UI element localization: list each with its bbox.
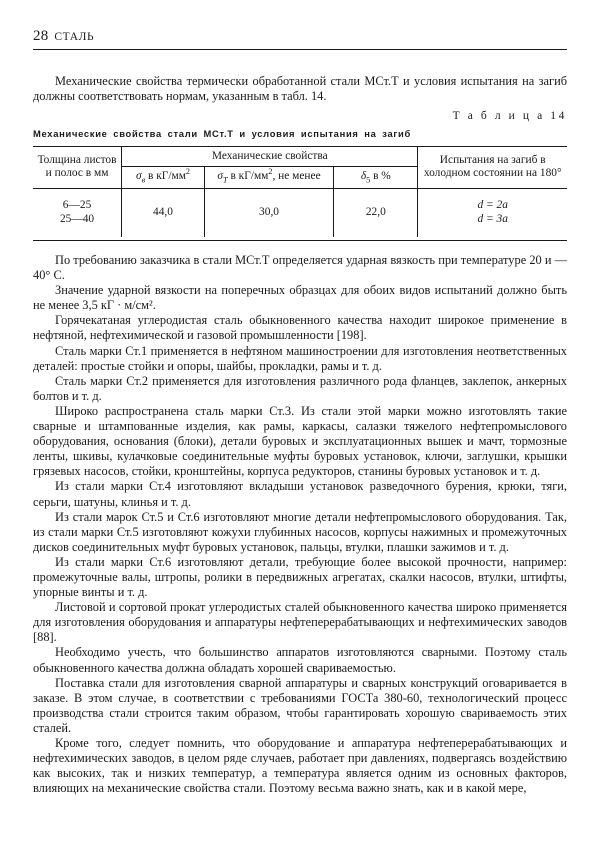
paragraph-12: Поставка стали для изготовления сварной аппаратуры и сварных конструкций оговаривается в заказе. В этом случае, в соответствии с требованиями ГОСТа 380-60, технологический процесс производства стали строится таким образом, чтобы гарантировать хорошую свариваемость этих сталей. [33,675,567,735]
paragraph-11: Необходимо учесть, что большинство аппаратов изготовляются сварными. Поэтому сталь обыкновенного качества должна обладать хорошей свариваемостью. [33,645,567,675]
page-number: 28 [33,28,49,44]
header-thickness: Толщина листов и полос в мм [33,147,122,189]
sigma-t-exponent: 2 [268,167,273,177]
cell-bend [418,188,567,237]
sigma-v-exponent: 2 [185,167,191,177]
cell-delta: 22,0 [334,188,418,237]
delta-subscript: 5 [366,175,371,185]
table-header-row-group [33,147,567,167]
intro-block [33,74,567,104]
header-delta [334,167,418,188]
running-head-title: СТАЛЬ [54,31,95,43]
table-caption: Механические свойства стали МСт.Т и условия испытания на загиб [33,128,411,139]
cell-sigma-v: 44,0 [122,188,205,237]
header-bend-test: Испытания на загиб в холодном состоянии на 180° [418,147,567,189]
bend-line-2: d = 3a [477,212,508,225]
thickness-line-2: 25—40 [59,212,95,225]
table-number-label: Т а б л и ц а 14 [452,110,567,122]
thickness-line-1: 6—25 [62,198,92,211]
cell-sigma-t: 30,0 [204,188,333,237]
sigma-t-symbol: σ [217,170,224,183]
paragraph-7: Из стали марки Ст.4 изготовляют вкладыши установок разведочного бурения, крюки, тяги, серьги, шатуны, клинья и т. д. [33,479,567,509]
bend-line-1: d = 2a [477,198,508,211]
paragraph-2: Значение ударной вязкости на поперечных образцах для обоих видов испытаний должно быть не менее 3,5 кГ · м/см². [33,283,567,313]
delta-unit: в % [373,170,391,183]
sigma-v-symbol: σ [135,170,142,183]
paragraph-4: Сталь марки Ст.1 применяется в нефтяном машиностроении для изготовления неответственных деталей: простые стойки и опоры, шайбы, прокладки, рамы и т. д. [33,343,567,373]
paragraph-1: По требованию заказчика в стали МСт.Т определяется ударная вязкость при температуре 20 и —40° С. [33,253,567,283]
running-head [33,28,567,50]
paragraph-3: Горячекатаная углеродистая сталь обыкновенного качества находит широкое применение в нефтяной, нефтехимической и газовой промышленности [198]. [33,313,567,343]
header-group-mechanical: Механические свойства [122,147,418,167]
header-sigma-v [122,167,205,188]
paragraph-9: Из стали марки Ст.6 изготовляют детали, требующие более высокой прочности, например: промежуточные валы, штропы, ролики в передвижных агрегатах, скалки насосов, втулки, штифты, упорные винты и т. д. [33,554,567,600]
paragraph-5: Сталь марки Ст.2 применяется для изготовления различного рода фланцев, заклепок, анкерных болтов и т. д. [33,373,567,403]
table-bottom-rule [33,240,567,241]
main-body-text [33,253,567,796]
sigma-t-unit: в кГ/мм [230,170,269,183]
sigma-t-subscript: T [223,175,228,185]
paragraph-8: Из стали марок Ст.5 и Ст.6 изготовляют многие детали нефтепромыслового оборудования. Так, из стали марки Ст.5 изготовляют кожухи глубинных насосов, корпусы нажимных и промежуточных дисков соединительных муфт буровых установок, пальцы, втулки, плашки зажимов и т. д. [33,509,567,554]
delta-symbol: δ [360,170,367,183]
paragraph-6: Широко распространена сталь марки Ст.3. Из стали этой марки можно изготовлять такие сварные и штампованные изделия, как рамы, каркасы, салазки тяжелого нефтепромыслового оборудования, основания (блоки), детали буровых и эксплуатационных вышек и мачт, тормозные ленты, шкивы, кулачковые соединительные муфты буровых установок, ключи, заглушки, крышки грязевых насосов, стойки, кронштейны, корпуса редукторов, станины буровых установок и т. д. [33,403,567,479]
mechanical-properties-table [33,146,567,237]
table-row [33,188,567,237]
header-sigma-t [204,167,333,188]
sigma-v-unit: в кГ/мм [147,170,186,183]
paragraph-13: Кроме того, следует помнить, что оборудование и аппаратура нефтеперерабатывающих и нефтехимических заводов, в целом ряде случаев, работает при давлениях, подвергаясь воздействию как высоких, так и низких температур, а температура является одним из основных факторов, влияющих на механические свойства стали. Поэтому весьма важно знать, как и в какой мере, [33,736,567,796]
paragraph-10: Листовой и сортовой прокат углеродистых сталей обыкновенного качества широко применяется для изготовления оборудования и аппаратуры нефтеперерабатывающих и нефтехимических заводов [88]. [33,600,567,645]
running-head-line [33,28,567,45]
header-rule [33,49,567,50]
sigma-t-qualifier: , не менее [272,170,321,183]
intro-paragraph: Механические свойства термически обработанной стали МСт.Т и условия испытания на загиб должны соответствовать нормам, указанным в табл. 14. [33,74,567,104]
sigma-v-subscript: в [141,175,146,185]
cell-thickness [33,188,122,237]
